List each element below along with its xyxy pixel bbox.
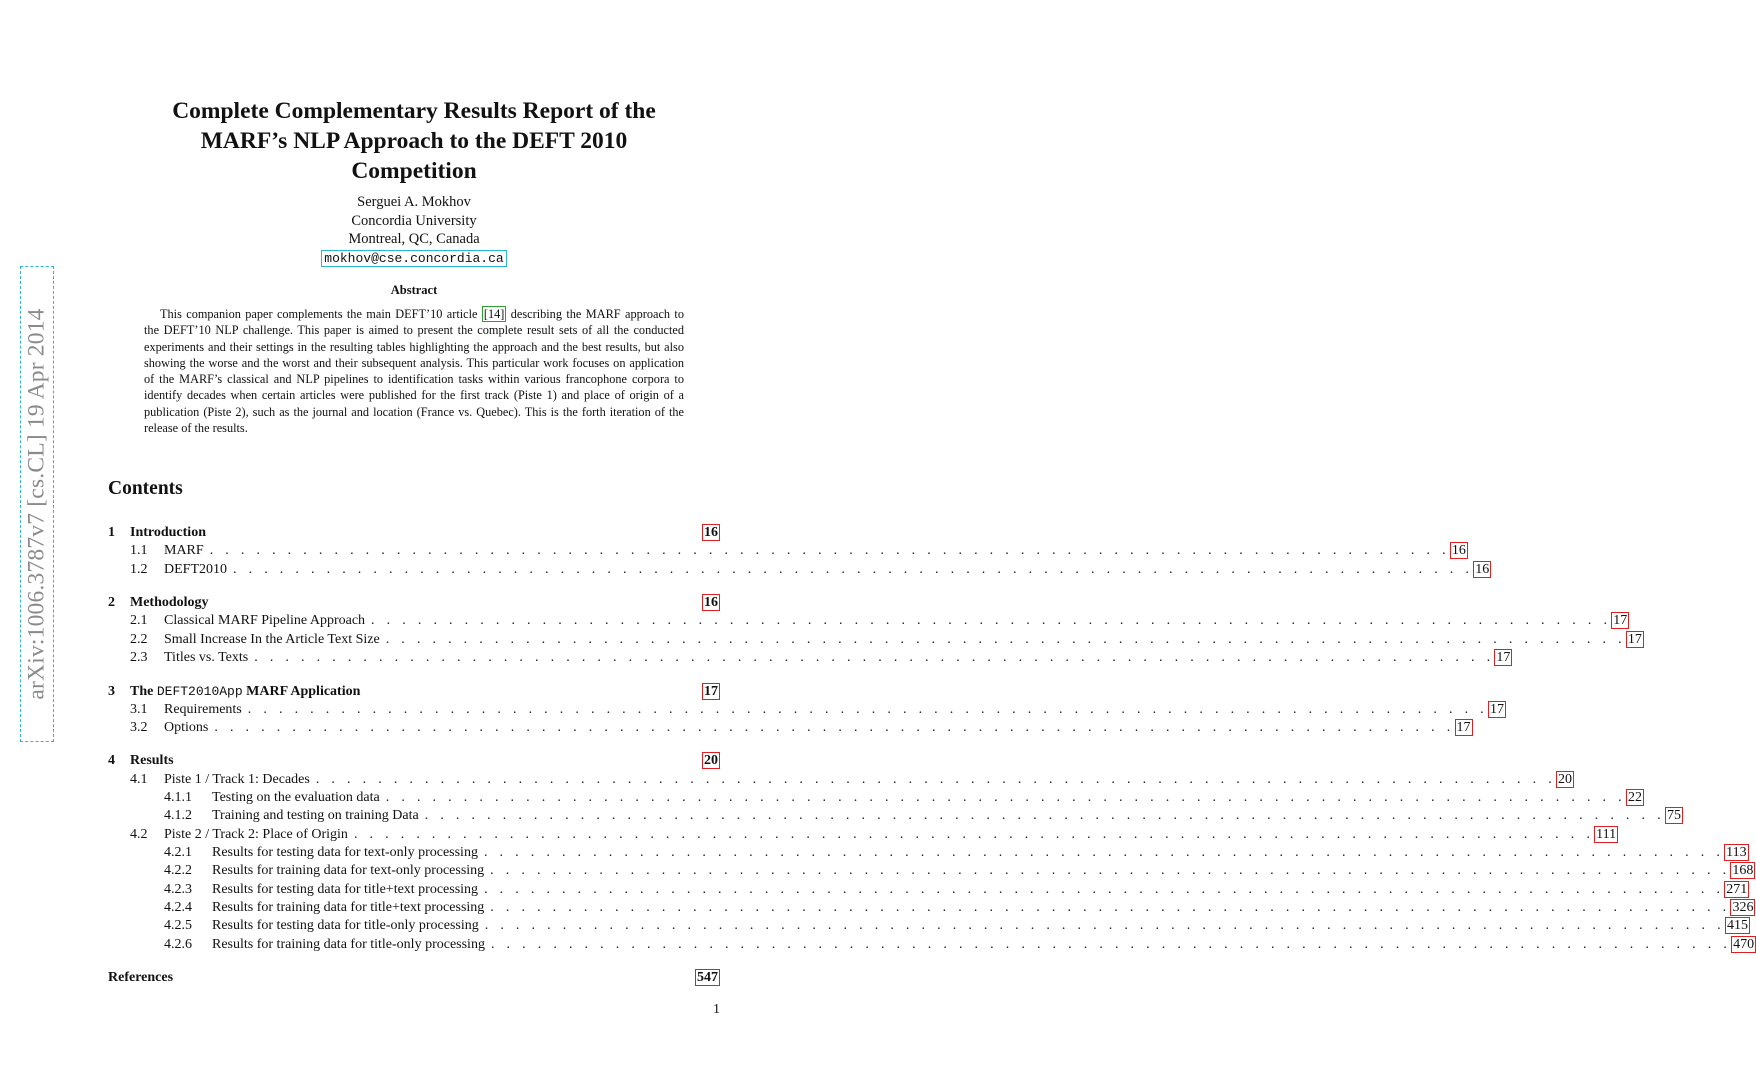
- toc-label: Titles vs. Texts: [164, 650, 249, 665]
- toc-page-number[interactable]: 326: [1732, 900, 1754, 915]
- abstract-body: [144, 306, 684, 436]
- toc-number: 2.3: [130, 650, 148, 665]
- toc-section-row[interactable]: [108, 594, 720, 612]
- toc-leader-dots: . . . . . . . . . . . . . . . . . . . . . . . . . . . . . . . . . . . . . . . . . . . . . . . . . . . . . . . . . . . . . . . . . . . . . . . . . . . . . . . .: [315, 772, 1557, 787]
- toc-leader-dots: . . . . . . . . . . . . . . . . . . . . . . . . . . . . . . . . . . . . . . . . . . . . . . . . . . . . . . . . . . . . . . . . . . . . . . . . . . . . . . . .: [424, 808, 1665, 823]
- toc-page-link[interactable]: [1488, 701, 1506, 719]
- abstract-heading: Abstract: [390, 283, 438, 297]
- toc-label-prefix: The: [130, 684, 157, 699]
- toc-page-link[interactable]: [1556, 771, 1574, 789]
- toc-leader-dots: . . . . . . . . . . . . . . . . . . . . . . . . . . . . . . . . . . . . . . . . . . . . . . . . . . . . . . . . . . . . . . . . . . . . . . . . . . . . . . . .: [371, 613, 1612, 628]
- toc-label: Testing on the evaluation data: [212, 790, 380, 805]
- toc-label: Requirements: [164, 702, 242, 717]
- toc-entry-row[interactable]: [108, 917, 1748, 935]
- toc-page-link[interactable]: [1626, 789, 1644, 807]
- toc-page-number[interactable]: 16: [704, 595, 718, 610]
- toc-page-link[interactable]: [1725, 917, 1750, 935]
- toc-leader-dots: . . . . . . . . . . . . . . . . . . . . . . . . . . . . . . . . . . . . . . . . . . . . . . . . . . . . . . . . . . . . . . . . . . . . . . . . . . . . . . . .: [385, 790, 1626, 805]
- toc-leader-dots: . . . . . . . . . . . . . . . . . . . . . . . . . . . . . . . . . . . . . . . . . . . . . . . . . . . . . . . . . . . . . . . . . . . . . . . . . . . . . . . .: [385, 632, 1626, 647]
- arxiv-stamp-text: arXiv:1006.3787v7 [cs.CL] 19 Apr 2014: [23, 308, 50, 700]
- toc-entry-row[interactable]: [108, 771, 1573, 789]
- arxiv-stamp[interactable]: [20, 266, 54, 742]
- page-number: 1: [713, 1002, 720, 1017]
- toc-label: Results for testing data for title-only processing: [212, 918, 479, 933]
- toc-entry-row[interactable]: [108, 826, 1617, 844]
- toc-leader-dots: . . . . . . . . . . . . . . . . . . . . . . . . . . . . . . . . . . . . . . . . . . . . . . . . . . . . . . . . . . . . . . . . . . . . . . . . . . . . . . . .: [247, 702, 1488, 717]
- toc-page-link[interactable]: [1730, 862, 1755, 880]
- toc-label: Options: [164, 720, 209, 735]
- toc-label: Results for training data for title-only processing: [212, 937, 485, 952]
- toc-leader-dots: . . . . . . . . . . . . . . . . . . . . . . . . . . . . . . . . . . . . . . . . . . . . . . . . . . . . . . . . . . . . . . . . . . . . . . . . . . . . . . . .: [490, 937, 1732, 952]
- toc-page-link[interactable]: [1494, 649, 1512, 667]
- author-affiliation: Concordia University: [351, 212, 477, 229]
- toc-leader-dots: . . . . . . . . . . . . . . . . . . . . . . . . . . . . . . . . . . . . . . . . . . . . . . . . . . . . . . . . . . . . . . . . . . . . . . . . . . . . . . . .: [483, 845, 1725, 860]
- toc-number: 3.1: [130, 702, 148, 717]
- toc-leader-dots: . . . . . . . . . . . . . . . . . . . . . . . . . . . . . . . . . . . . . . . . . . . . . . . . . . . . . . . . . . . . . . . . . . . . . . . . . . . . . . . .: [490, 863, 1731, 878]
- toc-page-number[interactable]: 17: [1613, 613, 1628, 628]
- toc-page-number[interactable]: 17: [1627, 632, 1642, 647]
- toc-label: Methodology: [130, 595, 209, 610]
- author-name: Serguei A. Mokhov: [357, 194, 471, 210]
- toc-entry-row[interactable]: [108, 899, 1754, 917]
- toc-number: 2.2: [130, 632, 148, 647]
- toc-leader-dots: . . . . . . . . . . . . . . . . . . . . . . . . . . . . . . . . . . . . . . . . . . . . . . . . . . . . . . . . . . . . . . . . . . . . . . . . . . . . . . . .: [484, 918, 1725, 933]
- toc-page-number[interactable]: 20: [1558, 772, 1573, 787]
- toc-label: Results for training data for text-only processing: [212, 863, 485, 878]
- toc-label: DEFT2010: [164, 562, 227, 577]
- toc-page-number[interactable]: 113: [1726, 845, 1747, 860]
- title-line-2: MARF’s NLP Approach to the DEFT 2010: [200, 128, 628, 154]
- toc-number: 2.1: [130, 613, 148, 628]
- toc-label: Results for training data for title+text processing: [212, 900, 485, 915]
- toc-entry-row[interactable]: [108, 936, 1755, 954]
- toc-page-number[interactable]: 168: [1732, 863, 1754, 878]
- toc-page-link[interactable]: [1594, 826, 1618, 844]
- toc-page-link[interactable]: [1450, 542, 1468, 560]
- toc-page-link[interactable]: [695, 969, 720, 987]
- toc-number: 4.1: [130, 772, 148, 787]
- toc-page-number[interactable]: 16: [704, 525, 718, 540]
- toc-label: Classical MARF Pipeline Approach: [164, 613, 366, 628]
- author-location: Montreal, QC, Canada: [348, 231, 480, 247]
- toc-page-link[interactable]: [1724, 881, 1749, 899]
- paper-title: [108, 96, 720, 186]
- toc-number: 4.2.2: [164, 863, 192, 878]
- title-line-1: Complete Complementary Results Report of the: [172, 98, 656, 124]
- toc-label: Results: [130, 753, 174, 768]
- toc-number: 4.2.6: [164, 937, 192, 952]
- toc-number: 1.2: [130, 562, 148, 577]
- title-line-3: Competition: [351, 158, 477, 184]
- toc-page-link[interactable]: [1731, 936, 1756, 954]
- toc-number: 4: [108, 753, 115, 768]
- toc-number: 3: [108, 684, 115, 699]
- toc-number: 3.2: [130, 720, 148, 735]
- toc-page-number[interactable]: 470: [1733, 937, 1755, 952]
- toc-entry-row[interactable]: [108, 807, 1681, 825]
- contents-heading: Contents: [108, 478, 183, 499]
- abstract-text-rest: describing the MARF approach to the DEFT’10 NLP challenge. This paper is aimed to present the complete result sets of all the conducted experiments and their settings in the resulting tables highlighting the approach and the best results, but also showing the worse and the worst and their subsequent analysis. This particular work focuses on application of the MARF’s classical and NLP pipelines to identification tasks within various francophone corpora to identify decades when certain articles were published for the first track (Piste 1) and place of origin of a publication (Piste 2), such as the journal and location (France vs. Quebec). This is the forth iteration of the release of the results.: [144, 307, 684, 436]
- toc-label: Training and testing on training Data: [212, 808, 419, 823]
- toc-entry-row[interactable]: [108, 862, 1754, 880]
- toc-page-number[interactable]: 16: [1451, 543, 1466, 558]
- toc-leader-dots: . . . . . . . . . . . . . . . . . . . . . . . . . . . . . . . . . . . . . . . . . . . . . . . . . . . . . . . . . . . . . . . . . . . . . . . . . . . . . . . .: [490, 900, 1731, 915]
- toc-page-number[interactable]: 22: [1627, 790, 1642, 805]
- toc-page-number[interactable]: 271: [1726, 882, 1748, 897]
- toc-page-number[interactable]: 111: [1596, 827, 1617, 842]
- toc-page-link[interactable]: [1730, 899, 1755, 917]
- toc-page-number[interactable]: 547: [697, 970, 718, 985]
- toc-number: 1.1: [130, 543, 148, 558]
- toc-section-row[interactable]: [108, 683, 720, 701]
- toc-page-number[interactable]: 415: [1726, 918, 1748, 933]
- toc-label: Small Increase In the Article Text Size: [164, 632, 380, 647]
- toc-entry-row[interactable]: [108, 649, 1511, 667]
- toc-page-number[interactable]: 20: [704, 753, 718, 768]
- toc-section-row[interactable]: [108, 969, 720, 987]
- toc-leader-dots: . . . . . . . . . . . . . . . . . . . . . . . . . . . . . . . . . . . . . . . . . . . . . . . . . . . . . . . . . . . . . . . . . . . . . . . . . . . . . . . .: [209, 543, 1450, 558]
- toc-page-link[interactable]: [1665, 807, 1683, 825]
- toc-label: [130, 683, 360, 701]
- toc-entry-row[interactable]: [108, 561, 1490, 579]
- toc-entry-row[interactable]: [108, 612, 1628, 630]
- toc-page-link[interactable]: [1626, 631, 1644, 649]
- toc-label-suffix: MARF Application: [242, 684, 361, 699]
- toc-entry-row[interactable]: [108, 844, 1747, 862]
- toc-number: 4.2.5: [164, 918, 192, 933]
- toc-number: 4.1.2: [164, 808, 192, 823]
- toc-number: 2: [108, 595, 115, 610]
- toc-page-link[interactable]: [1724, 844, 1748, 862]
- author-block: [108, 193, 720, 268]
- toc-page-link[interactable]: [702, 752, 720, 770]
- toc-label: Introduction: [130, 525, 206, 540]
- toc-page-number[interactable]: 17: [1489, 702, 1504, 717]
- citation-link[interactable]: [14]: [483, 307, 505, 321]
- toc-entry-row[interactable]: [108, 631, 1642, 649]
- author-email-link[interactable]: mokhov@cse.concordia.ca: [321, 250, 506, 267]
- toc-page-link[interactable]: [1611, 612, 1629, 630]
- toc-page-link[interactable]: [1473, 561, 1491, 579]
- toc-page-number[interactable]: 17: [1496, 650, 1511, 665]
- toc-section-row[interactable]: [108, 752, 720, 770]
- toc-section-row[interactable]: [108, 524, 720, 542]
- toc-number: 4.2.4: [164, 900, 192, 915]
- toc-number: 4.2: [130, 827, 148, 842]
- toc-entry-row[interactable]: [108, 881, 1748, 899]
- toc-label: Results for testing data for text-only processing: [212, 845, 478, 860]
- toc-leader-dots: . . . . . . . . . . . . . . . . . . . . . . . . . . . . . . . . . . . . . . . . . . . . . . . . . . . . . . . . . . . . . . . . . . . . . . . . . . . . . . . .: [353, 827, 1595, 842]
- toc-number: 4.2.1: [164, 845, 192, 860]
- toc-entry-row[interactable]: [108, 719, 1471, 737]
- toc-page-number[interactable]: 17: [704, 684, 718, 699]
- toc-page-number[interactable]: 75: [1666, 808, 1681, 823]
- toc-entry-row[interactable]: [108, 542, 1466, 560]
- toc-leader-dots: . . . . . . . . . . . . . . . . . . . . . . . . . . . . . . . . . . . . . . . . . . . . . . . . . . . . . . . . . . . . . . . . . . . . . . . . . . . . . . . .: [254, 650, 1495, 665]
- toc-label: Results for testing data for title+text processing: [212, 882, 479, 897]
- toc-page-link[interactable]: [702, 524, 720, 542]
- toc-page-link[interactable]: [702, 594, 720, 612]
- toc-page-link[interactable]: [1455, 719, 1473, 737]
- toc-label: References: [108, 970, 174, 985]
- toc-page-number[interactable]: 16: [1475, 562, 1490, 577]
- toc-number: 1: [108, 525, 115, 540]
- toc-entry-row[interactable]: [108, 789, 1642, 807]
- toc-number: 4.1.1: [164, 790, 192, 805]
- toc-label: Piste 1 / Track 1: Decades: [164, 772, 310, 787]
- toc-leader-dots: . . . . . . . . . . . . . . . . . . . . . . . . . . . . . . . . . . . . . . . . . . . . . . . . . . . . . . . . . . . . . . . . . . . . . . . . . . . . . . . .: [214, 720, 1455, 735]
- toc-number: 4.2.3: [164, 882, 192, 897]
- toc-label-code: DEFT2010App: [156, 684, 243, 699]
- toc-label: Piste 2 / Track 2: Place of Origin: [164, 827, 348, 842]
- toc-page-number[interactable]: 17: [1456, 720, 1471, 735]
- toc-page-link[interactable]: [702, 683, 720, 701]
- toc-entry-row[interactable]: [108, 701, 1504, 719]
- toc-label: MARF: [164, 543, 204, 558]
- toc-leader-dots: . . . . . . . . . . . . . . . . . . . . . . . . . . . . . . . . . . . . . . . . . . . . . . . . . . . . . . . . . . . . . . . . . . . . . . . . . . . . . . . .: [233, 562, 1474, 577]
- toc-leader-dots: . . . . . . . . . . . . . . . . . . . . . . . . . . . . . . . . . . . . . . . . . . . . . . . . . . . . . . . . . . . . . . . . . . . . . . . . . . . . . . . .: [484, 882, 1725, 897]
- abstract-text-start: This companion paper complements the main DEFT’10 article: [160, 307, 482, 321]
